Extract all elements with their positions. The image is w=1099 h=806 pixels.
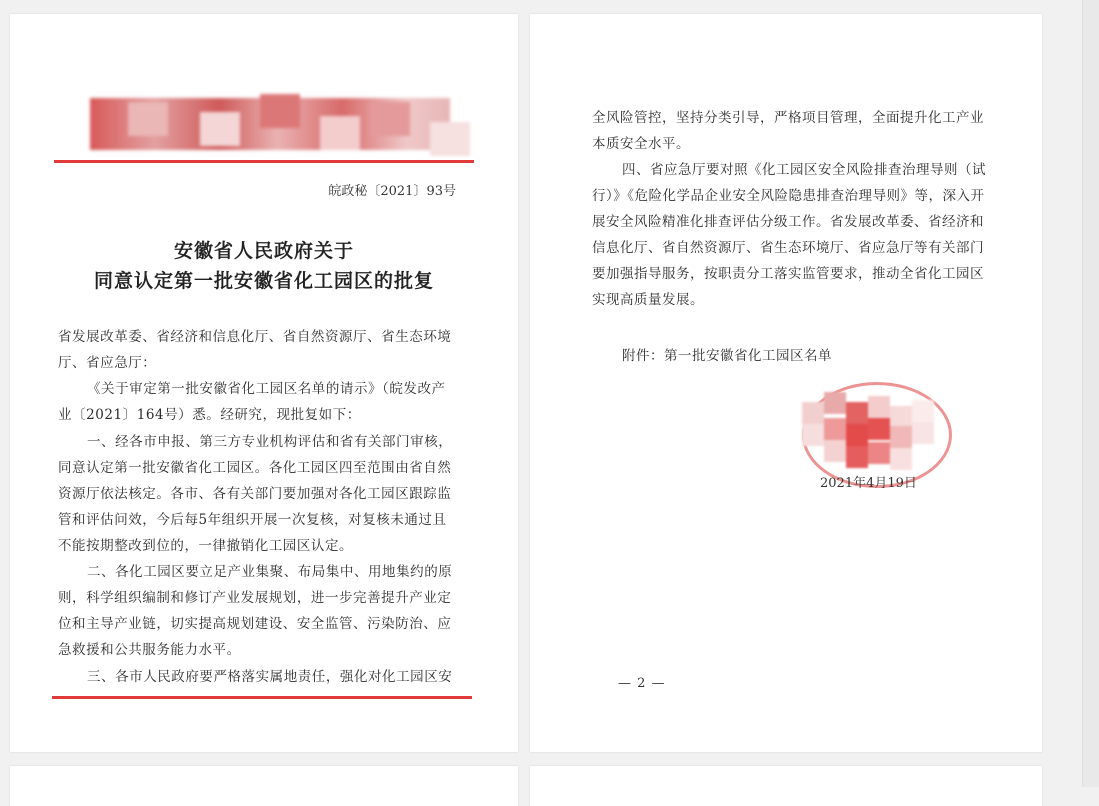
body-line: 不能按期整改到位的，一律撤销化工园区认定。 xyxy=(58,538,354,554)
document-page-3-partial xyxy=(10,766,518,806)
body-line: 全风险管控，坚持分类引导，严格项目管理，全面提升化工产业 xyxy=(592,110,984,126)
header-red-rule xyxy=(54,160,474,163)
redacted-letterhead xyxy=(70,72,490,174)
body-line: 信息化厅、省自然资源厅、省生态环境厅、省应急厅等有关部门 xyxy=(592,240,984,256)
body-line: 展安全风险精准化排查评估分级工作。省发展改革委、省经济和 xyxy=(592,214,984,230)
body-line: 业〔2021〕164号）悉。经研究，现批复如下： xyxy=(58,407,361,423)
redacted-seal xyxy=(802,392,942,484)
page-number: — 2 — xyxy=(618,676,666,691)
vertical-scrollbar[interactable] xyxy=(1082,0,1099,787)
body-line: 则，科学组织编制和修订产业发展规划，进一步完善提升产业定 xyxy=(58,590,452,606)
document-page-1 xyxy=(10,14,518,752)
body-line: 三、各市人民政府要严格落实属地责任，强化对化工园区安 xyxy=(87,669,453,685)
body-line: 管和评估问效，今后每5年组织开展一次复核，对复核未通过且 xyxy=(58,512,447,528)
issue-date: 2021年4月19日 xyxy=(820,476,917,491)
body-line: 实现高质量发展。 xyxy=(592,292,704,308)
body-line: 一、经各市申报、第三方专业机构评估和省有关部门审核， xyxy=(87,434,453,450)
body-line: 《关于审定第一批安徽省化工园区名单的请示》（皖发改产 xyxy=(87,381,446,397)
document-page-2 xyxy=(530,14,1042,752)
attachment-line: 附件：第一批安徽省化工园区名单 xyxy=(622,348,832,364)
body-line: 急救援和公共服务能力水平。 xyxy=(58,642,241,658)
body-line: 省发展改革委、省经济和信息化厅、省自然资源厅、省生态环境 xyxy=(58,329,452,345)
body-line: 资源厅依法核定。各市、各有关部门要加强对各化工园区跟踪监 xyxy=(58,486,452,502)
body-line: 同意认定第一批安徽省化工园区。各化工园区四至范围由省自然 xyxy=(58,460,452,476)
document-title-line-2: 同意认定第一批安徽省化工园区的批复 xyxy=(93,270,434,292)
body-line: 四、省应急厅要对照《化工园区安全风险排查治理导则（试 xyxy=(622,162,986,178)
footer-red-rule xyxy=(52,696,472,699)
body-line: 厅、省应急厅： xyxy=(58,355,157,371)
body-line: 行）》《危险化学品企业安全风险隐患排查治理导则》等，深入开 xyxy=(592,188,985,204)
document-title-line-1: 安徽省人民政府关于 xyxy=(173,240,354,262)
document-number: 皖政秘〔2021〕93号 xyxy=(328,184,456,199)
body-line: 要加强指导服务，按职责分工落实监管要求，推动全省化工园区 xyxy=(592,266,984,282)
body-line: 位和主导产业链，切实提高规划建设、安全监管、污染防治、应 xyxy=(58,616,452,632)
document-page-4-partial xyxy=(530,766,1042,806)
body-line: 二、各化工园区要立足产业集聚、布局集中、用地集约的原 xyxy=(87,564,453,580)
body-line: 本质安全水平。 xyxy=(592,136,690,152)
